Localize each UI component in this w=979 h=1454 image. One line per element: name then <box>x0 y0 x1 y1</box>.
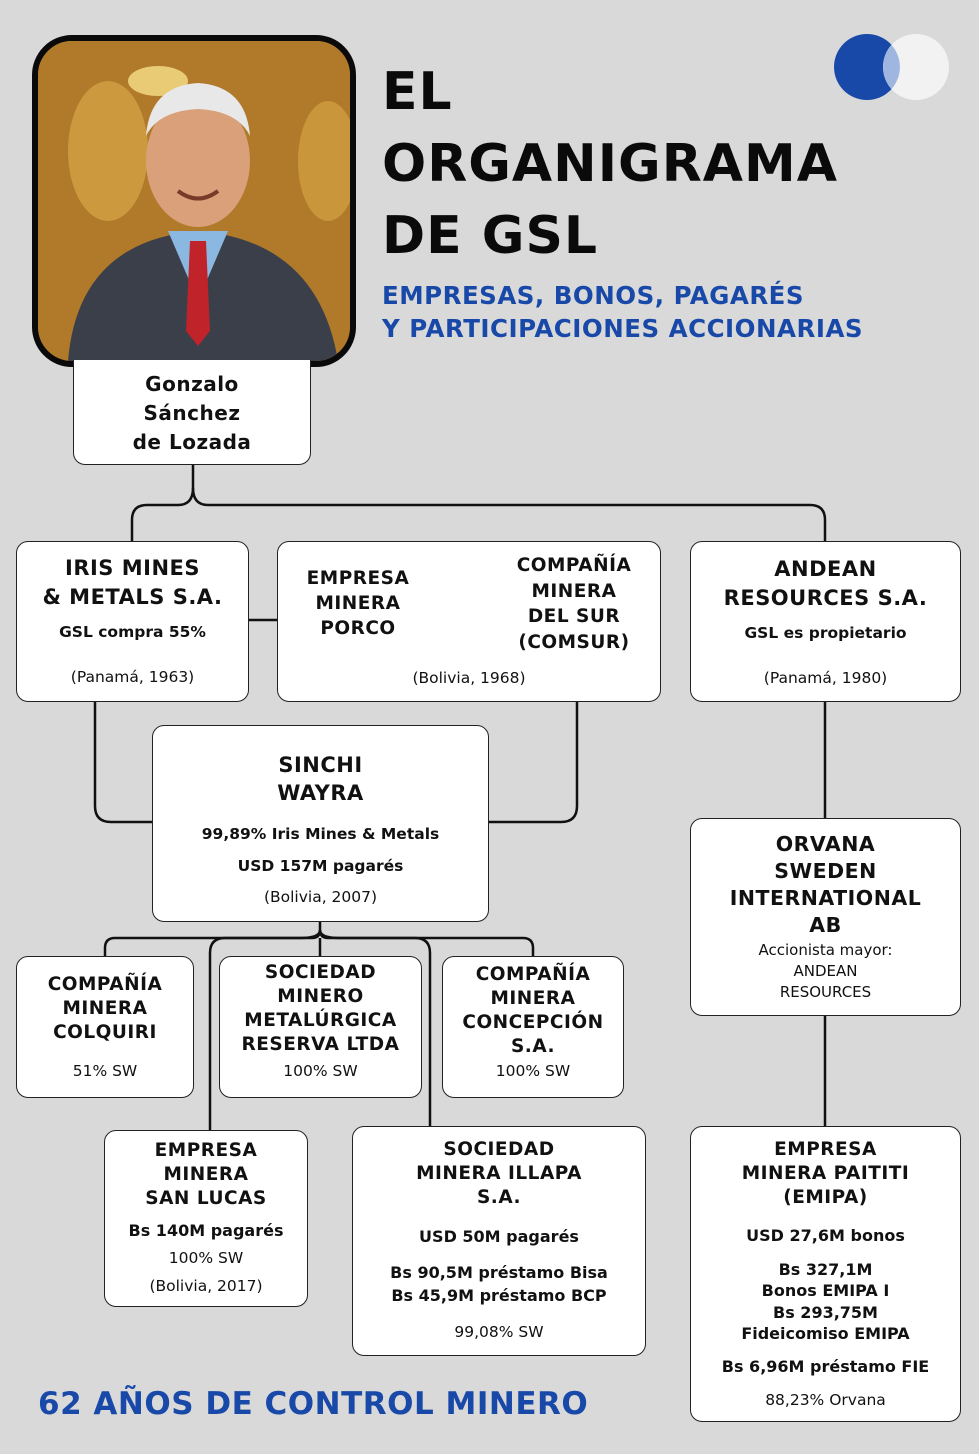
orvana-name-line-1: ORVANA <box>775 832 876 856</box>
root-name-line-1: Gonzalo <box>145 372 239 396</box>
emipa-box <box>690 1126 961 1422</box>
sinchi-detail-2: USD 157M pagarés <box>237 857 404 875</box>
page-subtitle-line-2: Y PARTICIPACIONES ACCIONARIAS <box>382 314 864 343</box>
iris-name-line-2: & METALS S.A. <box>42 585 223 609</box>
emipa-name-line-3: (EMIPA) <box>783 1187 868 1208</box>
sanlucas-name-line-3: SAN LUCAS <box>145 1188 267 1209</box>
portrait-illustration-icon <box>38 41 350 361</box>
concepcion-name-line-3: CONCEPCIÓN <box>462 1012 604 1033</box>
illapa-detail-3: Bs 45,9M préstamo BCP <box>391 1286 607 1305</box>
andean-detail: GSL es propietario <box>744 624 907 642</box>
sanlucas-share: 100% SW <box>168 1249 244 1267</box>
porco-name-line-2: MINERA <box>315 593 401 614</box>
root-person-box <box>73 360 311 465</box>
orvana-box <box>690 818 961 1016</box>
sinchi-name-line-1: SINCHI <box>278 753 363 777</box>
orvana-detail-line-3: RESOURCES <box>779 983 872 1001</box>
comsur-name-line-1: COMPAÑÍA <box>516 555 632 576</box>
colquiri-name-line-1: COMPAÑÍA <box>47 974 163 995</box>
sinchi-detail-1: 99,89% Iris Mines & Metals <box>201 825 440 843</box>
illapa-share: 99,08% SW <box>454 1323 544 1341</box>
footer-tagline: 62 AÑOS DE CONTROL MINERO <box>38 1386 589 1422</box>
orvana-name-line-4: AB <box>809 913 842 937</box>
logo-circles-icon <box>832 33 954 103</box>
porco-comsur-box <box>277 541 661 702</box>
page-title-line-3: DE GSL <box>382 206 599 266</box>
connector-sinchi-colquiri <box>105 922 320 957</box>
concepcion-name-line-1: COMPAÑÍA <box>475 964 591 985</box>
illapa-name-line-1: SOCIEDAD <box>443 1139 555 1160</box>
sanlucas-box <box>104 1130 308 1307</box>
reserva-name-line-2: MINERO <box>277 986 364 1007</box>
emipa-detail-1: USD 27,6M bonos <box>746 1226 905 1245</box>
connector-porco-sinchi <box>489 702 577 822</box>
orvana-detail-line-1: Accionista mayor: <box>758 941 893 959</box>
emipa-name-line-1: EMPRESA <box>774 1139 877 1160</box>
andean-resources-box <box>690 541 961 702</box>
reserva-name-line-1: SOCIEDAD <box>264 962 377 983</box>
reserva-name-line-3: METALÚRGICA <box>244 1010 397 1031</box>
sinchi-name-line-2: WAYRA <box>277 781 364 805</box>
andean-origin: (Panamá, 1980) <box>763 669 888 687</box>
porco-name <box>286 566 430 641</box>
illapa-name-line-3: S.A. <box>476 1187 522 1208</box>
root-name-line-2: Sánchez <box>143 401 241 425</box>
concepcion-box <box>442 956 624 1098</box>
concepcion-name-line-2: MINERA <box>490 988 576 1009</box>
orvana-name-line-2: SWEDEN <box>774 859 877 883</box>
emipa-detail-2-line-4: Fideicomiso EMIPA <box>741 1324 910 1343</box>
concepcion-name-line-4: S.A. <box>510 1036 556 1057</box>
colquiri-box <box>16 956 194 1098</box>
page-title-line-2: ORGANIGRAMA <box>382 134 838 194</box>
sanlucas-detail: Bs 140M pagarés <box>128 1221 284 1240</box>
connector-root-iris <box>132 465 193 541</box>
emipa-name-line-2: MINERA PAITITI <box>741 1163 910 1184</box>
andean-name-line-1: ANDEAN <box>774 557 877 581</box>
comsur-name <box>498 553 650 655</box>
emipa-detail-3: Bs 6,96M préstamo FIE <box>721 1357 930 1376</box>
reserva-box <box>219 956 422 1098</box>
colquiri-share: 51% SW <box>72 1062 138 1080</box>
connector-root-andean <box>193 488 825 541</box>
sanlucas-origin: (Bolivia, 2017) <box>149 1277 263 1295</box>
comsur-name-line-4: (COMSUR) <box>518 631 630 653</box>
comsur-name-line-2: MINERA <box>531 580 617 602</box>
illapa-box <box>352 1126 646 1356</box>
root-name-line-3: de Lozada <box>132 430 252 454</box>
reserva-share: 100% SW <box>283 1062 358 1080</box>
andean-name-line-2: RESOURCES S.A. <box>723 586 928 610</box>
concepcion-share: 100% SW <box>495 1062 571 1080</box>
illapa-detail-2: Bs 90,5M préstamo Bisa <box>390 1263 608 1282</box>
emipa-detail-2-line-3: Bs 293,75M <box>773 1303 878 1322</box>
colquiri-name-line-3: COLQUIRI <box>53 1022 157 1043</box>
sanlucas-name-line-1: EMPRESA <box>154 1140 258 1161</box>
page-title-line-1: EL <box>382 62 453 122</box>
iris-name-line-1: IRIS MINES <box>65 556 200 580</box>
iris-mines-box <box>16 541 249 702</box>
page-subtitle-line-1: EMPRESAS, BONOS, PAGARÉS <box>382 281 805 310</box>
emipa-detail-2-line-2: Bonos EMIPA I <box>761 1281 890 1300</box>
iris-detail: GSL compra 55% <box>59 623 206 641</box>
colquiri-name-line-2: MINERA <box>62 998 148 1019</box>
emipa-detail-2-line-1: Bs 327,1M <box>778 1260 873 1279</box>
connector-iris-sinchi <box>95 702 152 822</box>
comsur-name-line-3: DEL SUR <box>527 606 621 627</box>
orvana-detail-line-2: ANDEAN <box>793 962 858 980</box>
porco-origin: (Bolivia, 1968) <box>412 669 526 687</box>
iris-origin: (Panamá, 1963) <box>70 668 195 686</box>
orvana-name-line-3: INTERNATIONAL <box>729 886 922 910</box>
portrait-photo <box>32 35 356 367</box>
sinchi-wayra-box <box>152 725 489 922</box>
illapa-name-line-2: MINERA ILLAPA <box>416 1163 582 1184</box>
sinchi-origin: (Bolivia, 2007) <box>263 888 378 906</box>
porco-name-line-3: PORCO <box>320 618 396 639</box>
illapa-detail-1: USD 50M pagarés <box>419 1227 579 1246</box>
reserva-name-line-4: RESERVA LTDA <box>241 1034 400 1055</box>
sanlucas-name-line-2: MINERA <box>163 1164 249 1185</box>
emipa-share: 88,23% Orvana <box>765 1391 886 1409</box>
porco-name-line-1: EMPRESA <box>306 568 410 589</box>
